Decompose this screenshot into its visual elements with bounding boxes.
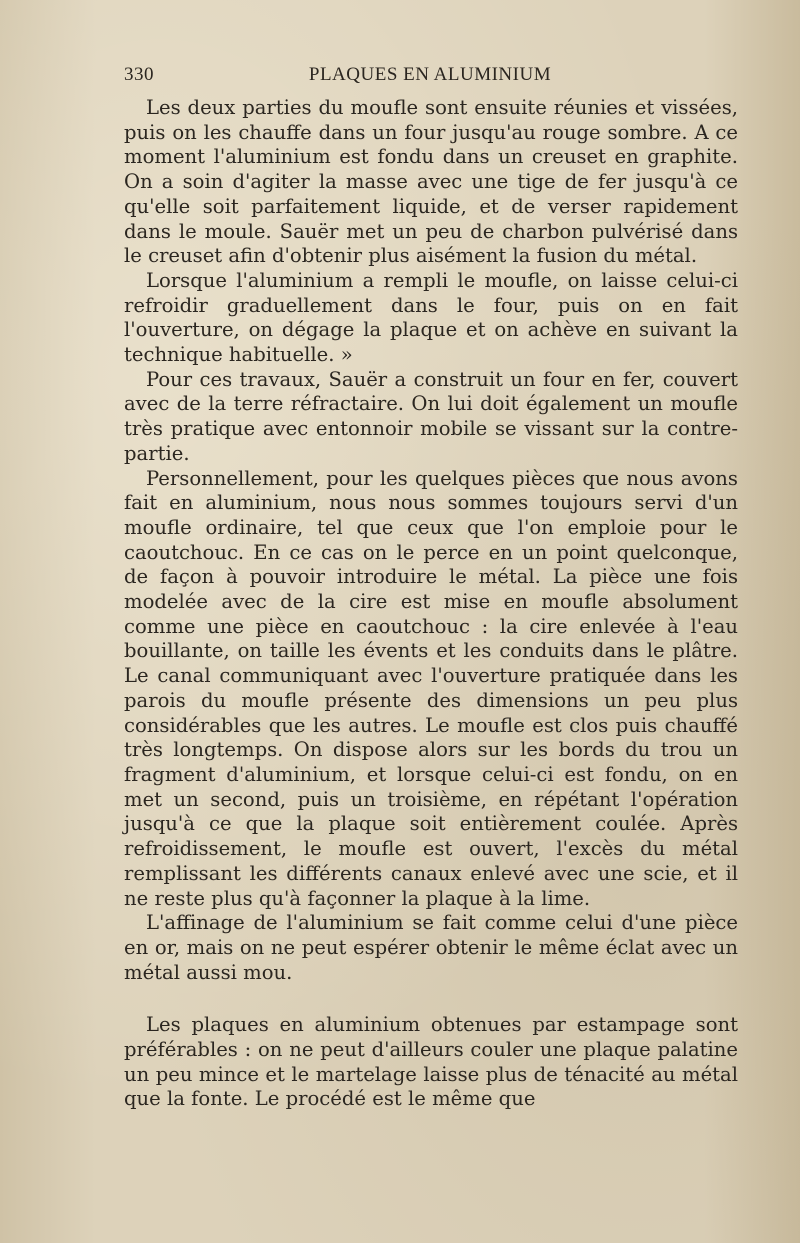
paragraph: Pour ces travaux, Sauër a construit un four en fer, couvert avec de la terre réfractaire. On lui doit également un moufle très pratique avec entonnoir mobile se vissant sur la contre-partie.: [124, 367, 738, 465]
paragraph: Les deux parties du moufle sont ensuite réunies et vissées, puis on les chauffe dans un four jusqu'au rouge sombre. A ce moment l'aluminium est fondu dans un creuset en graphite. On a soin d'agiter la masse avec une tige de fer jusqu'à ce qu'elle soit parfaitement liquide, et de verser rapidement dans le moule. Sauër met un peu de charbon pulvérisé dans le creuset afin d'obtenir plus aisément la fusion du métal.: [124, 96, 738, 268]
page-header: [124, 64, 736, 94]
page-number: 330: [124, 64, 154, 85]
running-head: PLAQUES EN ALUMINIUM: [308, 64, 552, 85]
paragraph: Les plaques en aluminium obtenues par estampage sont préférables : on ne peut d'ailleurs couler une plaque palatine un peu mince et le martelage laisse plus de ténacité au métal que la fonte. Le procédé est le même que: [124, 1013, 738, 1111]
paragraph: Personnellement, pour les quelques pièces que nous avons fait en aluminium, nous nous sommes toujours servi d'un moufle ordinaire, tel que ceux que l'on emploie pour le caoutchouc. En ce cas on le perce en un point quelconque, de façon à pouvoir introduire le métal. La pièce une fois modelée avec de la cire est mise en moufle absolument comme une pièce en caoutchouc : la cire enlevée à l'eau bouillante, on taille les évents et les conduits dans le plâtre. Le canal communiquant avec l'ouverture pratiquée dans les parois du moufle présente des dimensions un peu plus considérables que les autres. Le moufle est clos puis chauffé très longtemps. On dispose alors sur les bords du trou un fragment d'aluminium, et lorsque celui-ci est fondu, on en met un second, puis un troisième, en répétant l'opération jusqu'à ce que la plaque soit entièrement coulée. Après refroidissement, le moufle est ouvert, l'excès du métal remplissant les différents canaux enlevé avec une scie, et il ne reste plus qu'à façonner la plaque à la lime.: [124, 466, 738, 910]
body-text: [124, 96, 738, 1112]
paragraph: Lorsque l'aluminium a rempli le moufle, on laisse celui-ci refroidir graduellement dans le four, puis on en fait l'ouverture, on dégage la plaque et on achève en suivant la technique habituelle. »: [124, 268, 738, 367]
paragraph: L'affinage de l'aluminium se fait comme celui d'une pièce en or, mais on ne peut espérer obtenir le même éclat avec un métal aussi mou.: [124, 911, 738, 984]
